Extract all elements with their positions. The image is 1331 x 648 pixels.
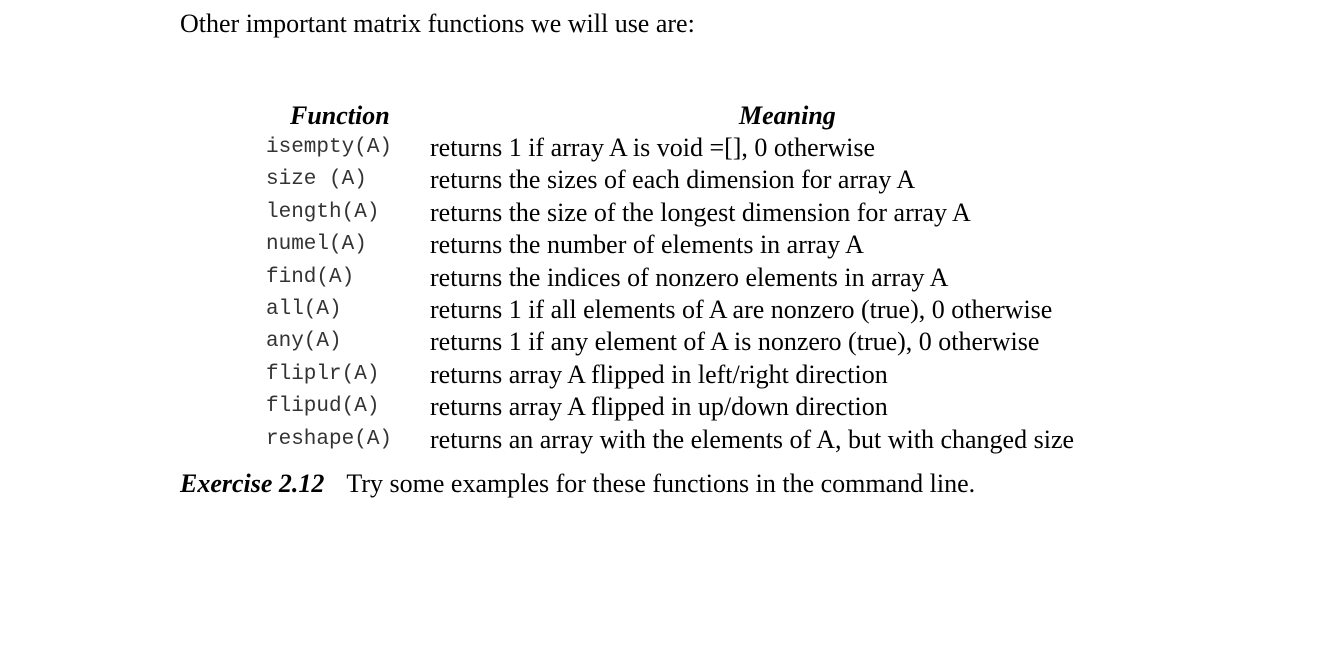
exercise-text: Try some examples for these functions in the command line.	[346, 469, 976, 498]
function-meaning: returns 1 if array A is void =[], 0 otherwise	[430, 133, 876, 162]
function-meaning: returns array A flipped in up/down direction	[430, 392, 888, 422]
exercise-label: Exercise 2.12	[180, 469, 325, 498]
intro-paragraph: Other important matrix functions we will use are:	[180, 9, 695, 38]
function-name: all(A)	[266, 297, 342, 321]
function-name: reshape(A)	[266, 427, 393, 451]
table-row	[266, 197, 1136, 229]
function-name: flipud(A)	[266, 395, 380, 419]
function-meaning: returns array A flipped in left/right direction	[430, 359, 888, 389]
function-meaning: returns an array with the elements of A, but with changed size	[430, 424, 1075, 454]
table-row	[266, 164, 1136, 196]
function-name: isempty(A)	[266, 136, 393, 159]
header-function: Function	[290, 101, 390, 130]
function-name: find(A)	[266, 265, 355, 289]
function-name: any(A)	[266, 330, 342, 354]
table-row	[266, 391, 1136, 423]
function-meaning: returns the number of elements in array A	[430, 230, 864, 260]
function-meaning: returns the indices of nonzero elements in array A	[430, 262, 949, 292]
function-name: length(A)	[266, 200, 380, 224]
table-row	[266, 294, 1136, 326]
function-name: size (A)	[266, 168, 367, 192]
table-header	[266, 100, 1136, 132]
table-row	[266, 262, 1136, 294]
table-row	[266, 359, 1136, 391]
table-row	[266, 424, 1136, 456]
table-row	[266, 132, 1136, 164]
function-meaning: returns the size of the longest dimension for array A	[430, 197, 971, 227]
function-name: fliplr(A)	[266, 362, 380, 386]
function-meaning: returns 1 if any element of A is nonzero (true), 0 otherwise	[430, 327, 1040, 357]
header-meaning: Meaning	[739, 101, 836, 130]
table-row	[266, 326, 1136, 358]
exercise-paragraph	[180, 468, 975, 500]
function-meaning: returns the sizes of each dimension for array A	[430, 165, 916, 195]
function-meaning: returns 1 if all elements of A are nonzero (true), 0 otherwise	[430, 294, 1053, 324]
function-table	[266, 100, 1136, 456]
table-row	[266, 229, 1136, 261]
function-name: numel(A)	[266, 233, 367, 257]
